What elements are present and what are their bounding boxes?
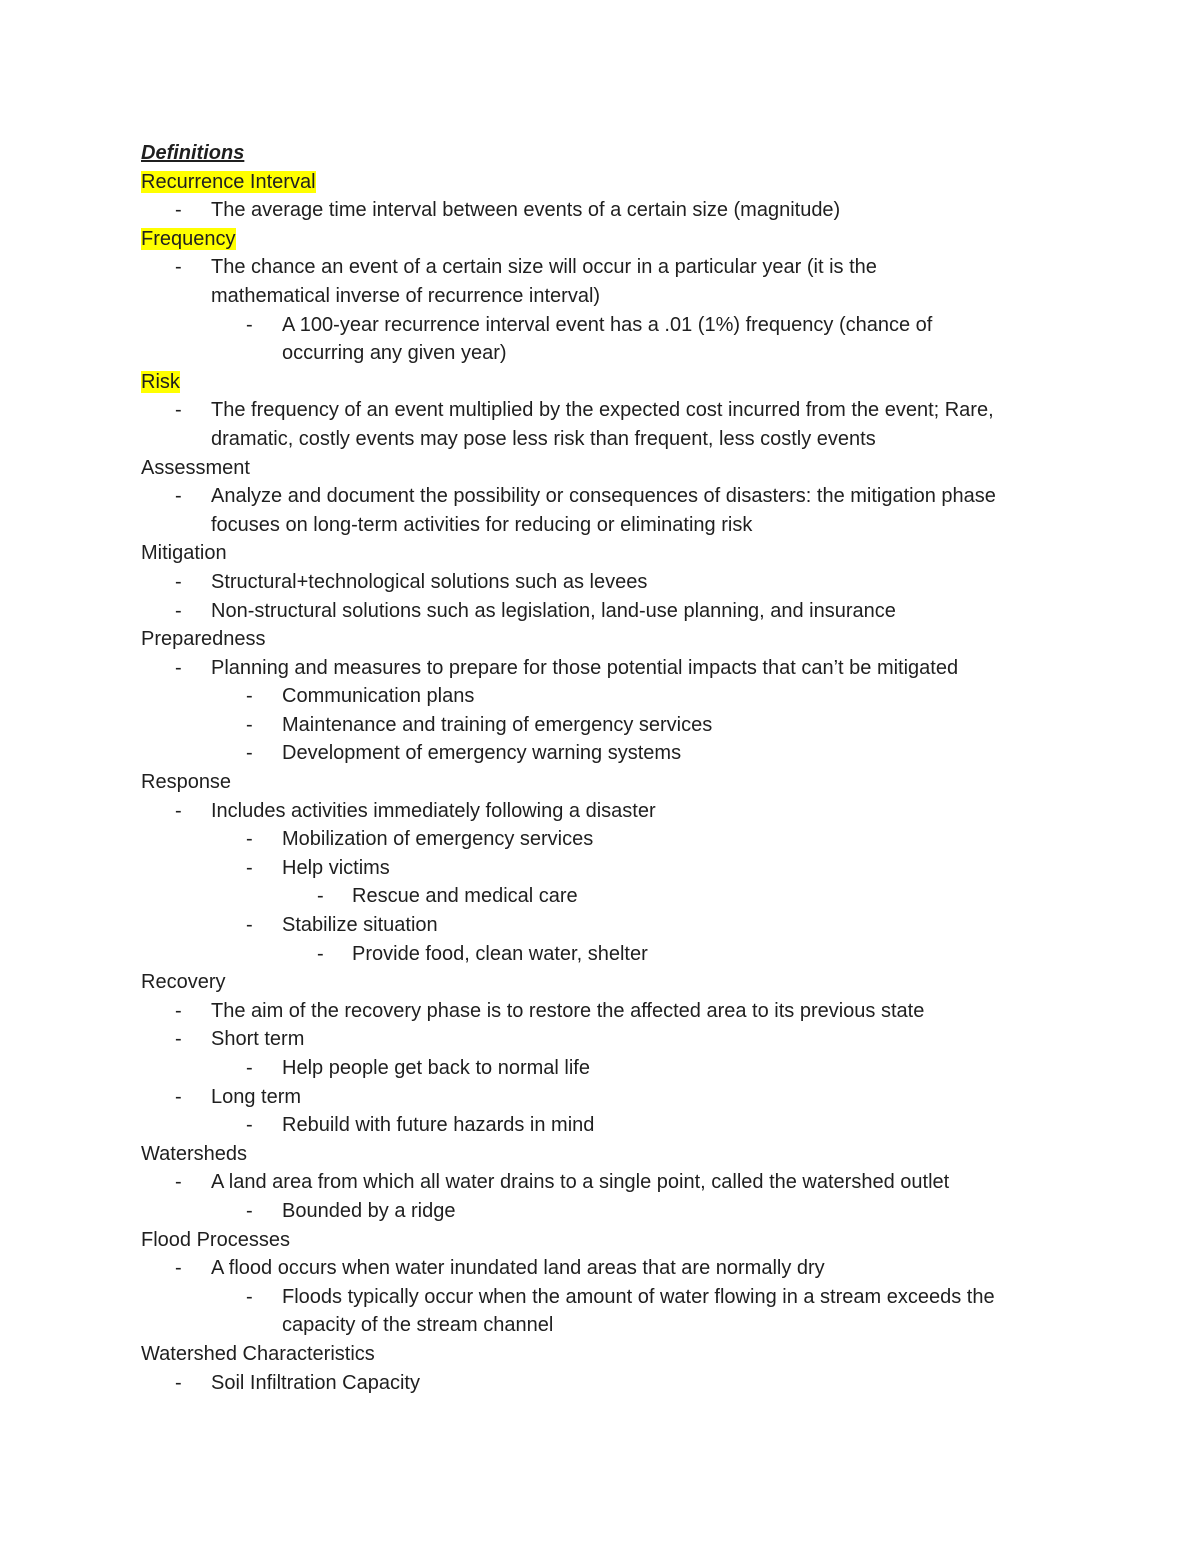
heading-risk xyxy=(141,368,1081,397)
bullet-item xyxy=(141,1025,1081,1054)
heading-text: Recurrence Interval xyxy=(141,170,316,193)
bullet-text: The chance an event of a certain size will occur in a particular year (it is the xyxy=(211,256,877,279)
bullet-dash: - xyxy=(317,942,324,965)
bullet-item xyxy=(141,682,1081,711)
heading-watersheds xyxy=(141,1140,1081,1169)
bullet-text: Rebuild with future hazards in mind xyxy=(282,1114,595,1137)
bullet-item xyxy=(141,196,1081,225)
page-title: Definitions xyxy=(141,142,245,164)
bullet-item xyxy=(141,911,1081,940)
bullet-dash: - xyxy=(175,1085,182,1108)
page-title-line xyxy=(141,139,1081,168)
bullet-item xyxy=(141,940,1081,969)
bullet-item xyxy=(141,568,1081,597)
bullet-dash: - xyxy=(246,1114,253,1137)
heading-assessment xyxy=(141,454,1081,483)
bullet-dash: - xyxy=(246,1285,253,1308)
bullet-item xyxy=(141,311,1081,340)
bullet-dash: - xyxy=(175,1257,182,1280)
bullet-text: Help victims xyxy=(282,856,390,879)
bullet-item xyxy=(141,997,1081,1026)
bullet-text: The frequency of an event multiplied by the expected cost incurred from the event; Rare, xyxy=(211,399,994,422)
heading-text: Risk xyxy=(141,370,180,393)
bullet-dash: - xyxy=(246,828,253,851)
bullet-continuation xyxy=(141,425,1081,454)
bullet-text: Short term xyxy=(211,1028,305,1051)
bullet-dash: - xyxy=(175,399,182,422)
bullet-text: The average time interval between events of a certain size (magnitude) xyxy=(211,199,841,222)
bullet-text: mathematical inverse of recurrence interval) xyxy=(211,284,601,307)
bullet-dash: - xyxy=(175,1171,182,1194)
bullet-item xyxy=(141,1111,1081,1140)
heading-text: Assessment xyxy=(141,456,250,479)
bullet-text: Bounded by a ridge xyxy=(282,1199,456,1222)
bullet-text: Maintenance and training of emergency services xyxy=(282,713,713,736)
bullet-text: The aim of the recovery phase is to restore the affected area to its previous state xyxy=(211,999,925,1022)
bullet-dash: - xyxy=(175,199,182,222)
bullet-item xyxy=(141,825,1081,854)
bullet-dash: - xyxy=(175,799,182,822)
heading-flood-processes xyxy=(141,1226,1081,1255)
bullet-item xyxy=(141,253,1081,282)
bullet-item xyxy=(141,1054,1081,1083)
bullet-text: A 100-year recurrence interval event has a .01 (1%) frequency (chance of xyxy=(282,313,933,336)
bullet-text: capacity of the stream channel xyxy=(282,1314,554,1337)
bullet-text: occurring any given year) xyxy=(282,342,507,365)
bullet-item xyxy=(141,797,1081,826)
heading-text: Recovery xyxy=(141,971,226,994)
bullet-item xyxy=(141,1168,1081,1197)
heading-recovery xyxy=(141,968,1081,997)
heading-text: Flood Processes xyxy=(141,1228,290,1251)
bullet-item xyxy=(141,654,1081,683)
bullet-dash: - xyxy=(175,999,182,1022)
bullet-text: Help people get back to normal life xyxy=(282,1057,590,1079)
bullet-dash: - xyxy=(246,742,253,765)
bullet-continuation xyxy=(141,511,1081,540)
bullet-item xyxy=(141,482,1081,511)
bullet-text: Non-structural solutions such as legislation, land-use planning, and insurance xyxy=(211,599,896,622)
bullet-item xyxy=(141,1197,1081,1226)
bullet-dash: - xyxy=(175,1028,182,1051)
heading-text: Response xyxy=(141,771,232,794)
bullet-text: Long term xyxy=(211,1085,302,1108)
bullet-item xyxy=(141,739,1081,768)
bullet-item xyxy=(141,396,1081,425)
heading-text: Watershed Characteristics xyxy=(141,1342,375,1365)
heading-text: Mitigation xyxy=(141,542,227,565)
heading-text: Frequency xyxy=(141,227,236,250)
bullet-text: A land area from which all water drains to a single point, called the watershed outlet xyxy=(211,1171,950,1194)
bullet-text: Mobilization of emergency services xyxy=(282,828,594,851)
bullet-text: Development of emergency warning systems xyxy=(282,742,682,765)
bullet-dash: - xyxy=(317,885,324,908)
bullet-text: Communication plans xyxy=(282,685,475,708)
bullet-dash: - xyxy=(175,656,182,679)
bullet-text: A flood occurs when water inundated land areas that are normally dry xyxy=(211,1257,825,1280)
bullet-item xyxy=(141,1254,1081,1283)
bullet-dash: - xyxy=(246,713,253,736)
bullet-dash: - xyxy=(246,685,253,708)
heading-mitigation xyxy=(141,539,1081,568)
heading-response xyxy=(141,768,1081,797)
bullet-dash: - xyxy=(246,856,253,879)
bullet-item xyxy=(141,1369,1081,1398)
bullet-text: Includes activities immediately following a disaster xyxy=(211,799,656,822)
heading-watershed-characteristics xyxy=(141,1340,1081,1369)
bullet-text: Analyze and document the possibility or consequences of disasters: the mitigation phase xyxy=(211,485,996,508)
bullet-dash: - xyxy=(246,914,253,937)
bullet-text: Planning and measures to prepare for those potential impacts that can’t be mitigated xyxy=(211,656,959,679)
bullet-continuation xyxy=(141,1311,1081,1340)
bullet-dash: - xyxy=(175,570,182,593)
heading-text: Preparedness xyxy=(141,628,266,651)
heading-text: Watersheds xyxy=(141,1142,247,1165)
bullet-dash: - xyxy=(175,599,182,622)
bullet-continuation xyxy=(141,339,1081,368)
bullet-text: Floods typically occur when the amount of water flowing in a stream exceeds the xyxy=(282,1285,995,1308)
bullet-dash: - xyxy=(246,1057,253,1079)
bullet-dash: - xyxy=(246,1199,253,1222)
bullet-text: Provide food, clean water, shelter xyxy=(352,942,648,965)
bullet-item xyxy=(141,597,1081,626)
bullet-text: Structural+technological solutions such as levees xyxy=(211,570,648,593)
bullet-dash: - xyxy=(175,256,182,279)
bullet-item xyxy=(141,711,1081,740)
bullet-text: Rescue and medical care xyxy=(352,885,578,908)
bullet-item xyxy=(141,1283,1081,1312)
bullet-continuation xyxy=(141,282,1081,311)
bullet-item xyxy=(141,1083,1081,1112)
bullet-dash: - xyxy=(175,1371,182,1394)
document-body xyxy=(141,139,1081,1397)
bullet-dash: - xyxy=(175,485,182,508)
bullet-text: Stabilize situation xyxy=(282,914,438,937)
bullet-text: focuses on long-term activities for reducing or eliminating risk xyxy=(211,513,753,536)
bullet-item xyxy=(141,854,1081,883)
bullet-text: dramatic, costly events may pose less risk than frequent, less costly events xyxy=(211,427,876,450)
bullet-dash: - xyxy=(246,313,253,336)
heading-frequency xyxy=(141,225,1081,254)
heading-preparedness xyxy=(141,625,1081,654)
bullet-text: Soil Infiltration Capacity xyxy=(211,1371,420,1394)
heading-recurrence-interval xyxy=(141,168,1081,197)
bullet-item xyxy=(141,882,1081,911)
